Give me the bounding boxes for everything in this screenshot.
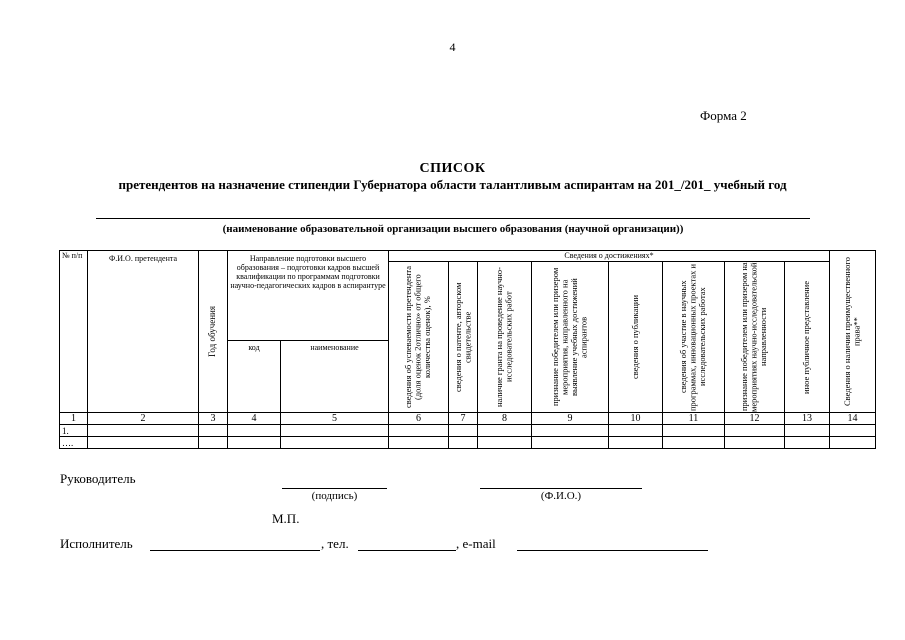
table-cell[interactable] — [199, 425, 228, 437]
table-row — [60, 425, 876, 437]
column-number: 10 — [609, 413, 663, 425]
fio-caption: (Ф.И.О.) — [540, 490, 582, 502]
head-label: Руководитель — [60, 471, 136, 486]
table-cell[interactable] — [609, 437, 663, 449]
column-number: 9 — [532, 413, 609, 425]
signature-caption: (подпись) — [311, 490, 358, 502]
header-ach-6-text: сведения об успеваемости претендента (доля оценок 2отлично» от общего количества оценок), % — [403, 266, 433, 408]
header-ach-9-text: признание победителем или призером мероприятия, направленного на выявление учебных достижений аспирантов — [550, 267, 589, 407]
table-cell[interactable] — [725, 425, 785, 437]
column-number: 8 — [478, 413, 532, 425]
header-direction-name-text: наименование — [310, 342, 359, 352]
page-number: 4 — [449, 40, 456, 54]
table-cell[interactable] — [281, 437, 389, 449]
header-ach-12 — [725, 262, 785, 413]
table-cell[interactable] — [449, 437, 478, 449]
header-direction — [228, 251, 389, 341]
table-cell[interactable] — [281, 425, 389, 437]
header-direction-text: Направление подготовки высшего образования – подготовки кадров высшей квалификации по программам подготовки научно-педагогических кадров в аспирантуре — [230, 254, 386, 290]
header-direction-name — [281, 340, 389, 412]
header-ach-6 — [389, 262, 449, 413]
header-ach-8-text: наличие гранта на проведение научно-исследовательских работ — [494, 267, 514, 407]
header-ach-7 — [449, 262, 478, 413]
column-number: 5 — [281, 413, 389, 425]
table-cell[interactable] — [449, 425, 478, 437]
email-line[interactable] — [517, 550, 708, 551]
table-cell[interactable] — [785, 437, 830, 449]
candidates-table — [59, 250, 876, 449]
table-cell[interactable] — [228, 437, 281, 449]
header-code — [228, 340, 281, 412]
table-cell[interactable] — [532, 425, 609, 437]
document-subtitle: претендентов на назначение стипендии Губернатора области талантливым аспирантам на 201_/201_ учебный год — [118, 177, 787, 192]
column-number: 3 — [199, 413, 228, 425]
table-cell[interactable] — [88, 425, 199, 437]
header-ach-10-text: сведения о публикации — [629, 294, 640, 379]
document-title: СПИСОК — [419, 161, 486, 176]
header-priority-text: Сведения о наличии преимущественного права** — [842, 257, 862, 406]
table-cell[interactable] — [830, 425, 876, 437]
row-number: 1. — [60, 425, 88, 437]
column-number: 1 — [60, 413, 88, 425]
table-cell[interactable] — [199, 437, 228, 449]
column-number: 4 — [228, 413, 281, 425]
table-cell[interactable] — [785, 425, 830, 437]
header-fio — [88, 251, 199, 413]
column-number: 7 — [449, 413, 478, 425]
table-cell[interactable] — [663, 437, 725, 449]
column-number: 6 — [389, 413, 449, 425]
column-number: 14 — [830, 413, 876, 425]
header-ach-9 — [532, 262, 609, 413]
organization-name-line — [96, 218, 810, 219]
table-cell[interactable] — [478, 425, 532, 437]
header-achievements: Сведения о достижениях* — [389, 251, 830, 262]
table-cell[interactable] — [532, 437, 609, 449]
table-cell[interactable] — [88, 437, 199, 449]
stamp-label: М.П. — [272, 511, 300, 526]
header-year-text: Год обучения — [207, 305, 218, 357]
header-ach-8 — [478, 262, 532, 413]
table-cell[interactable] — [228, 425, 281, 437]
header-ach-13-text: иное публичное представление — [801, 280, 812, 394]
phone-label: , тел. — [321, 536, 349, 551]
signature-line[interactable] — [282, 488, 387, 489]
header-code-text: код — [248, 342, 260, 352]
executor-name-line[interactable] — [150, 550, 320, 551]
column-numbers-row — [60, 413, 876, 425]
column-number: 13 — [785, 413, 830, 425]
header-ach-10 — [609, 262, 663, 413]
header-num: № п/п — [60, 251, 88, 413]
column-number: 2 — [88, 413, 199, 425]
phone-line[interactable] — [358, 550, 456, 551]
header-ach-12-text: признание победителем или призером на мероприятиях научно-исследовательской направленности — [739, 262, 769, 412]
table-cell[interactable] — [389, 425, 449, 437]
row-number: …. — [60, 437, 88, 449]
email-label: , e-mail — [456, 536, 496, 551]
table-cell[interactable] — [663, 425, 725, 437]
header-ach-11-text: сведения об участие в научных программах, инновационных проектах и исследовательских работах — [678, 263, 708, 411]
table-row — [60, 437, 876, 449]
header-ach-13 — [785, 262, 830, 413]
header-ach-11 — [663, 262, 725, 413]
header-priority — [830, 251, 876, 413]
header-ach-7-text: сведения о патенте, авторском свидетельстве — [452, 282, 472, 392]
table-cell[interactable] — [478, 437, 532, 449]
column-number: 11 — [663, 413, 725, 425]
form-label: Форма 2 — [700, 108, 747, 123]
header-year — [199, 251, 228, 413]
organization-caption: (наименование образовательной организации высшего образования (научной организации)) — [222, 223, 684, 235]
column-number: 12 — [725, 413, 785, 425]
table-cell[interactable] — [725, 437, 785, 449]
table-cell[interactable] — [830, 437, 876, 449]
table-cell[interactable] — [609, 425, 663, 437]
executor-label: Исполнитель — [60, 536, 133, 551]
head-fio-line[interactable] — [480, 488, 642, 489]
table-cell[interactable] — [389, 437, 449, 449]
header-fio-text: Ф.И.О. претендента — [108, 254, 178, 263]
